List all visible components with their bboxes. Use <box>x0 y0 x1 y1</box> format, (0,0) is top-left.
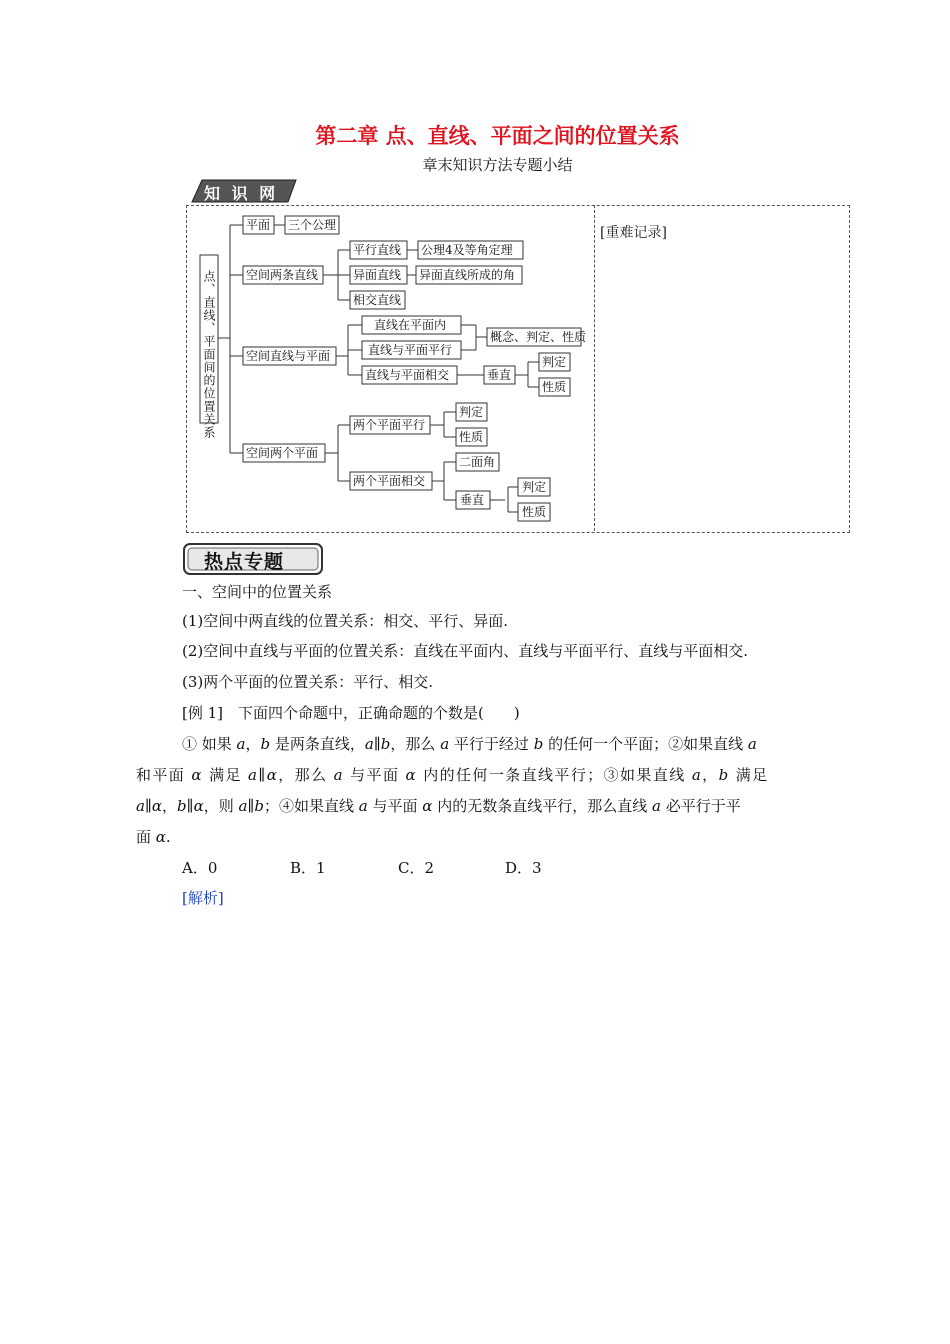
tree-two-planes: 空间两个平面 <box>246 446 319 460</box>
tree-two-lines: 空间两条直线 <box>246 268 319 282</box>
tree-line-plane: 空间直线与平面 <box>246 349 331 363</box>
tree-concept-judge-prop: 概念、判定、性质 <box>490 330 587 344</box>
tree-planes-parallel: 两个平面平行 <box>353 418 426 432</box>
tree-perpendicular2: 垂直 <box>460 493 485 507</box>
tree-root: 点、直线、平面间的位置关系 <box>202 270 216 439</box>
section-heading: 一、空间中的位置关系 <box>182 583 333 601</box>
tree-axiom4: 公理4及等角定理 <box>421 243 513 257</box>
option-b: B．1 <box>290 859 326 877</box>
option-c: C．2 <box>398 859 435 877</box>
tree-parallel-lines: 平行直线 <box>353 243 402 257</box>
tree-perpendicular: 垂直 <box>487 368 512 382</box>
analysis-label: [解析] <box>182 889 224 907</box>
tree-skew-lines: 异面直线 <box>353 268 402 282</box>
knowledge-tree <box>0 0 950 540</box>
example-1-stem: [例 1] 下面四个命题中，正确命题的个数是( ) <box>182 704 520 722</box>
tree-judge3: 判定 <box>522 480 547 494</box>
example-1-text-line3: a∥α，b∥α，则 a∥b；④如果直线 a 与平面 α 内的无数条直线平行，那么直线 a 必平行于平 <box>136 797 741 815</box>
option-a: A．0 <box>182 859 218 877</box>
tree-judge: 判定 <box>542 355 567 369</box>
hot-topics-tag <box>182 542 324 576</box>
tree-judge2: 判定 <box>459 405 484 419</box>
tree-plane: 平面 <box>246 218 271 232</box>
tree-intersect-lines: 相交直线 <box>353 293 402 307</box>
point-3: (3)两个平面的位置关系：平行、相交. <box>182 673 434 691</box>
example-1-text-line4: 面 α. <box>136 828 171 846</box>
point-1: (1)空间中两直线的位置关系：相交、平行、异面. <box>182 612 509 630</box>
option-d: D．3 <box>505 859 542 877</box>
tree-line-intersect-plane: 直线与平面相交 <box>365 368 450 382</box>
chapter-subtitle: 章末知识方法专题小结 <box>422 156 573 174</box>
point-2: (2)空间中直线与平面的位置关系：直线在平面内、直线与平面平行、直线与平面相交. <box>182 642 749 660</box>
notes-label: [重难记录] <box>600 225 667 241</box>
hot-topics-label: 热点专题 <box>204 551 285 573</box>
tree-property: 性质 <box>542 380 567 394</box>
tree-property2: 性质 <box>459 430 484 444</box>
tree-property3: 性质 <box>522 505 547 519</box>
tree-dihedral: 二面角 <box>459 455 496 469</box>
tree-skew-angle: 异面直线所成的角 <box>419 268 516 282</box>
tree-plane-axioms: 三个公理 <box>288 218 337 232</box>
tree-line-in-plane: 直线在平面内 <box>374 318 447 332</box>
example-1-text-line2: 和平面 α 满足 a∥α，那么 a 与平面 α 内的任何一条直线平行；③如果直线 a，b 满足 <box>136 766 769 784</box>
chapter-title: 第二章 点、直线、平面之间的位置关系 <box>315 124 680 148</box>
knowledge-network-label: 知 识 网 络 <box>204 184 279 226</box>
example-1-text-line1: ① 如果 a，b 是两条直线，a∥b，那么 a 平行于经过 b 的任何一个平面；②如果直线 a <box>182 735 757 753</box>
tree-planes-intersect: 两个平面相交 <box>353 474 426 488</box>
tree-line-parallel-plane: 直线与平面平行 <box>368 343 453 357</box>
